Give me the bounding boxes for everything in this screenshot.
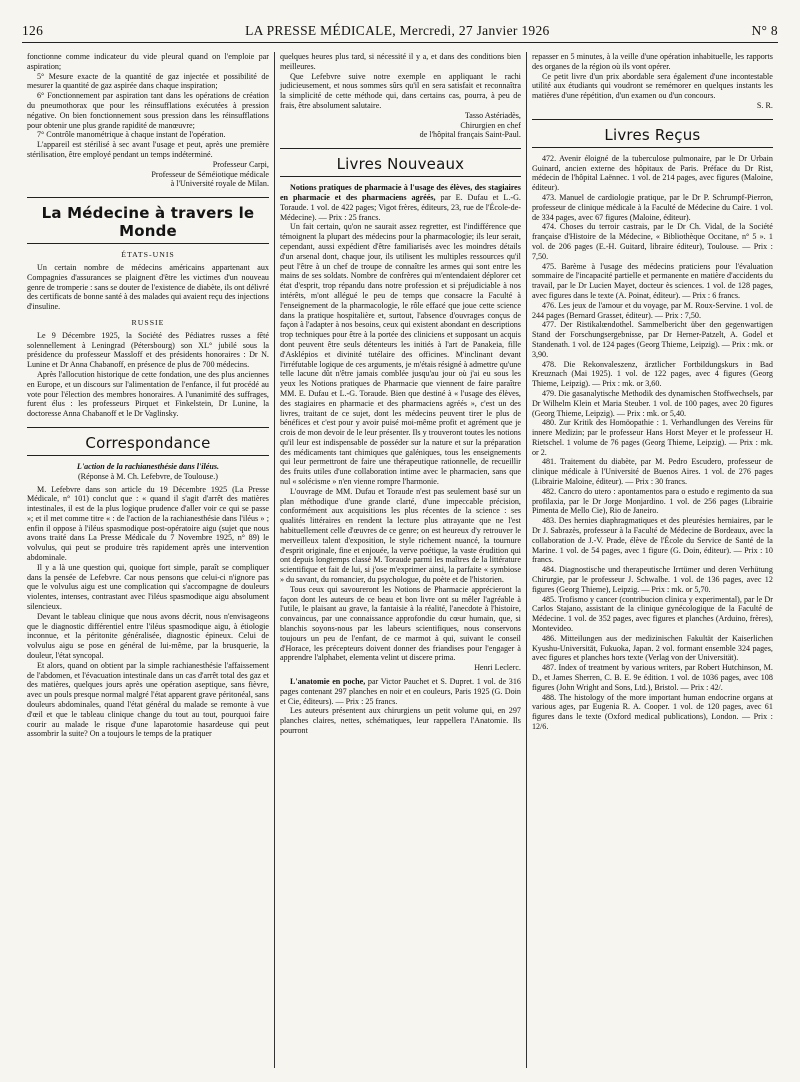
article-subtitle: (Réponse à M. Ch. Lefebvre, de Toulouse.) <box>77 471 218 481</box>
paragraph: Le 9 Décembre 1925, la Société des Pédiatres russes a fêté solennellement à Leningrad (Pétersbourg) son XL° jubilé sous la présidence du professeur Massloff et des présidents honoraires : Dr N. Lunine et Dr Anna Chabanoff, en présence de plus de 700 médecins. <box>27 330 269 370</box>
paragraph: Que Lefebvre suive notre exemple en appliquant le rachi judicieusement, et nous sommes sûrs qu'il en sera satisfait et reconnaîtra la simplicité de cette méthode qui, dans certains cas, pourra, à peu de frais, être absolument salutaire. <box>279 71 521 110</box>
signature-affiliation: de l'hôpital français Saint-Paul. <box>419 130 521 140</box>
section-divider <box>532 119 773 120</box>
section-divider <box>27 427 269 428</box>
book-review-heading <box>280 677 521 706</box>
paragraph: Un fait certain, qu'on ne saurait assez regretter, est l'indifférence que témoignent la plupart des médecins pour la pharmacologie; ils leur serait, cependant, aussi expédient d'être familiarisés avec les moindres détails d'un arsenal dont, chaque jour, ils utilisent les multiples ressources qu'il peut l'être à un chef de troupe de connaître les armes qui sont entre les mains de ses soldats. Nombre de confrères qui m'entendaient déplorer cet état d'esprit, trop répandu dans notre profession et si préjudiciable à nos intérêts, m'ont allégué le peu de temps que consacre la Faculté à l'enseignement de la pharmacologie, le rôle effacé que joue cette science dans la pratique hospitalière et, surtout, l'absence d'ouvrages conçus de façon à l'adapter à nos besoins, ceux qui existent abondant en descriptions trop techniques pour être à la portée des cliniciens et supposant un acquis dont peuvent être seuls détenteurs les initiés à l'art de Panakeia, fille d'Asklépios et divinité tutélaire des officines. M'inclinant devant l'irréfutable logique de ces arguments, je m'étais résigné à admettre qu'une telle lacune dût n'être jamais comblée jusqu'au jour où j'ai eu sous les yeux les Notions pratiques de Pharmacie que viennent de faire paraître MM. E. Dufau et L.-G. Toraude. Bien que destiné à « l'usage des élèves, des stagiaires en pharmacie et des pharmaciens agréés », c'est un des livres, traitant de ce sujet, dont les médecins peuvent tirer le plus de bénéfices et c'est pour y avoir puisé moi-même profit et agrément que je crois de mon devoir de le leur présenter. Ils y trouveront toutes les notions qu'il leur est indispensable de posséder sur la nature et sur la préparation des médicaments tant chimiques que galéniques, tous les enseignements qui leur permettront de faire une thérapeutique rationnelle, de recueillir des fruits utiles d'une collaboration intime avec le pharmacien, sans que nul « solécisme » n'en vienne rompre l'harmonie. <box>279 222 521 487</box>
section-underline <box>27 243 269 244</box>
page-number: 126 <box>22 23 44 38</box>
paragraph: Après l'allocution historique de cette fondation, une des plus anciennes en Europe, et un discours sur l'alimentation de l'enfance, il fut procédé au vote pour l'élection des membres honoraires. A l'unanimité des suffrages, furent élus : les professeurs Pirquet et Finkelstein, Dr Lunine, la doctoresse Anna Chabanoff et le Dr Vaglinsky. <box>27 369 269 419</box>
page-header <box>22 20 778 43</box>
list-item: 480. Zur Kritik des Homöopathie : 1. Verhandlungen des Vereins für innere Medizin; par le professeur Hans Horst Meyer et le professeur H. Rietschel. 1 volume de 76 pages (Georg Thieme, Leipzig). — Prix : mk. or 2. <box>531 418 773 457</box>
paragraph: 6° Fonctionnement par aspiration tant dans les opérations de création du pneumothorax que pour les réinsufflations exécutées à pression négative. On bien fonctionnement sous pression dans les réinsufflations pour obtenir une plus grande rapidité de manœuvre; <box>27 91 269 130</box>
column-1 <box>22 52 274 1068</box>
paragraph: Et alors, quand on obtient par la simple rachianesthésie l'affaissement de l'abdomen, et l'évacuation intestinale dans un cas d'arrêt total des gaz et des matières, quelques jours après une opération aseptique, sans fièvre, avec un pouls presque normal malgré l'état apparent grave péritonéal, sans douleurs abdominales, quand l'état général du malade se remonte à vue d'œil et que le tableau clinique change du tout au tout, pourquoi faire courir au malade le risque d'une laparotomie hasardeuse qui peut assombrir la suite? On a toujours le temps de la pratiquer <box>27 660 269 739</box>
country-heading: RUSSIE <box>131 317 165 327</box>
list-item: 474. Choses du terroir castrais, par le Dr Ch. Vidal, de la Société française d'Histoire de la Médecine, « Bibliothèque Occitane, n° 5 ». 1 vol. de 206 pages (E.-H. Guitard, libraire éditeur), Toulouse. — Prix : 7,50. <box>531 222 773 261</box>
paragraph: 5° Mesure exacte de la quantité de gaz injectée et possibilité de mesurer la quantité de gaz aspirée dans chaque inspiration; <box>27 71 269 91</box>
paragraph: quelques heures plus tard, si nécessité il y a, et dans des conditions bien meilleures. <box>279 52 521 71</box>
paragraph: Il y a là une question qui, quoique fort simple, paraît se compliquer dans la pensée de Lefebvre. Car nous pensons que celui-ci n'ignore pas que le volvulus aigu est une complication qui s'accompagne de douleurs violentes, intenses, contrastant avec l'iléus spasmodique aigu absolument silencieux. <box>27 562 269 612</box>
list-item: 477. Der Ristikalœndothel. Sammelbericht über den gegenwartigen Stand der Forschungsergebnisse, par Dr Herner-Patzelt, A. Godel et Standenath. 1 vol. de 124 pages (Georg Thieme, Leipzig). — Prix : mk. or 3,90. <box>531 320 773 359</box>
book-title: Notions pratiques de pharmacie à l'usage des élèves, des stagiaires en pharmacie et des pharmaciens agréés, <box>279 183 521 202</box>
list-item: 486. Mitteilungen aus der medizinischen Fakultät der Kaiserlichen Kyushu-Universität, Fukuoka, Japan. 2 vol. formant ensemble 324 pages, avec figures et planches hors texte (Verlag von der Universität). <box>531 633 773 663</box>
paragraph: fonctionne comme indicateur du vide pleural quand on l'emploie par aspiration; <box>27 52 269 71</box>
article-title: L'action de la rachianesthésie dans l'iléus. <box>76 461 220 471</box>
book-review-heading <box>280 183 521 222</box>
section-underline <box>280 176 521 177</box>
paragraph: 7° Contrôle manométrique à chaque instant de l'opération. <box>37 130 226 140</box>
paragraph: Ce petit livre d'un prix abordable sera également d'une incontestable utilité aux étudiants qui voudront se remémorer en quelques instants les matières d'une répétition, d'un examen ou d'un concours. <box>531 71 773 101</box>
country-heading: ÉTATS-UNIS <box>121 250 175 260</box>
issue-number: N° 8 <box>751 23 778 38</box>
reviewer-signature: Henri Leclerc. <box>474 663 521 673</box>
list-item: 484. Diagnostische und therapeutische Irrtümer und deren Verhütung Chirurgie, par le professeur J. Schwalbe. 1 vol. de 136 pages, avec 12 figures (Georg Thieme), Leipzig. — Prix : mk. or 5,70. <box>531 565 773 594</box>
section-title-correspondance: Correspondance <box>85 433 211 452</box>
received-books-list <box>532 154 773 732</box>
list-item: 478. Die Rekonvaleszenz, ärztlicher Fortbildungskurs in Bad Kreuznach (Mai 1925). 1 vol. de 122 pages, avec 4 figures (Georg Thieme, Leipzig). — Prix : mk. or 3,60. <box>531 359 773 389</box>
list-item: 472. Avenir éloigné de la tuberculose pulmonaire, par le Dr Urbain Guinard, ancien externe des hôpitaux de Paris. Préface du Dr Rist, médecin de l'hôpital Laënnec. 1 vol. de 214 pages, avec figures (Maloine, éditeur). <box>531 153 773 193</box>
paragraph: repasser en 5 minutes, à la veille d'une opération inhabituelle, les rapports des organes de la région où ils vont opérer. <box>531 52 773 71</box>
section-underline <box>532 147 773 148</box>
signature-initials: S. R. <box>756 100 773 110</box>
book-details: par Victor Pauchet et S. Dupret. 1 vol. de 316 pages contenant 297 planches en noir et en couleurs, Paris 1925 (G. Doin et Cie, éditeurs). — Prix : 25 francs. <box>279 677 521 706</box>
list-item: 487. Index of treatment by various writers, par Robert Hutchinson, M. D., et James Sherren, C. B. E. 9e édition. 1 vol. de 1036 pages, avec 108 figures (John Wright and Sons, Ltd.), Bristol. — Prix : 42/. <box>531 663 773 692</box>
section-underline <box>27 455 269 456</box>
paragraph: Tous ceux qui savoureront les Notions de Pharmacie apprécieront la façon dont les auteurs de ce beau et bon livre ont su mêler l'agréable à l'utile, le plaisant au grave, la fantaisie à la réalité, l'anecdote à l'histoire, convaincus, par une connaissance approfondie du cœur humain, que, si blanchis soyons-nous par les labeurs scientifiques, nous conservons toujours un peu de l'enfant, de ce marmot à qui, suivant le conseil d'Horace, les précepteurs doivent donner des friandises pour l'engager à apprendre l'alphabet, elementa velint ut discere prima. <box>279 584 521 663</box>
signature-title: Professeur de Séméiotique médicale <box>151 169 269 179</box>
list-item: 476. Les jeux de l'amour et du voyage, par M. Roux-Servine. 1 vol. de 244 pages (Bernard Grasset, éditeur). — Prix : 7,50. <box>531 300 773 320</box>
journal-title: LA PRESSE MÉDICALE, Mercredi, 27 Janvier 1926 <box>245 23 550 38</box>
list-item: 488. The histology of the more important human endocrine organs at various ages, par Eugenia R. A. Cooper. 1 vol. de 120 pages, avec 61 figures dans le texte (Oxford medical publications), London. — Prix : 12/6. <box>531 692 773 731</box>
column-2 <box>274 52 526 1068</box>
paragraph: L'ouvrage de MM. Dufau et Toraude n'est pas seulement basé sur un plan méthodique d'une grande clarté, d'une impeccable précision, conformément aux acquisitions les plus récentes de la science : ses qualités littéraires en rendent la lecture plus attrayante que ne l'est habituellement celle d'œuvres de ce genre; on est heureux d'y retrouver le merveilleux talent d'exposition, le style richement nuancé, la tournure d'esprit originale, fine et enjouée, la verve poétique, la vaste érudition qui ont depuis longtemps classé M. Toraude parmi les maîtres de la littérature scientifique et fait de lui, si j'ose m'exprimer ainsi, la parfaite « symbiose » du savant, du romancier, du psychologue, du poète et de l'historien. <box>279 486 521 585</box>
list-item: 482. Cancro do utero : apontamentos para o estudo e regimento da sua profilaxia, par le Dr Jorge Monjardino. 1 vol. de 256 pages (Librairie Pimenta de Mello Cie), Rio de Janeiro. <box>531 486 773 516</box>
list-item: 481. Traitement du diabète, par M. Pedro Escudero, professeur de clinique médicale à l'Université de Buenos Aires. 1 vol. de 276 pages (Librairie Maloine, éditeur). — Prix : 30 francs. <box>531 457 773 487</box>
book-title: L'anatomie en poche, <box>289 677 366 687</box>
columns <box>22 52 778 1068</box>
section-title-livres-nouveaux: Livres Nouveaux <box>336 155 465 174</box>
paragraph: M. Lefebvre dans son article du 19 Décembre 1925 (La Presse Médicale, n° 101) conclut que : « quand il s'agit d'arrêt des matières intestinales, il est de la plus logique prudence d'aller voir ce qui se passe »; et il met comme titre « : de l'action de la rachianesthésie dans l'iléus » ; enfin il oppose à l'iléus spasmodique post-opératoire aigu (sujet que nous avons traité dans La Presse Médicale du 7 Novembre 1925, n° 89) le volvulus, qui peut se produire très rapidement après une intervention abdominale. <box>27 484 269 563</box>
signature-name: Tasso Astériadès, <box>464 110 521 120</box>
list-item: 483. Des hernies diaphragmatiques et des pleurésies herniaires, par le Dr J. Sabrazès, professeur à la Faculté de Médecine de Bordeaux, avec la collaboration de J.-V. Prade, élève de l'École du Service de Santé de la Marine. 1 vol. de 54 pages, avec 1 figure (G. Doin, éditeur). — Prix : 10 francs. <box>531 516 773 565</box>
paragraph: Devant le tableau clinique que nous avons décrit, nous n'envisageons que le diagnostic différentiel entre l'iléus spasmodique aigu, à étiologie inconnue, et la péritonite généralisée, diagnostic épineux. Celui de volvulus aigu se pose en général de lui-même, par la brusquerie, la douleur, l'état syncopal. <box>27 611 269 661</box>
book-details: par E. Dufau et L.-G. Toraude. 1 vol. de 422 pages; Vigot frères, éditeurs, 23, rue de l'École-de-Médecine). — Prix : 25 francs. <box>279 192 521 222</box>
list-item: 479. Die gasanalytische Methodik des dynamischen Stoffwechsels, par Dr Wilhelm Klein et Maria Steuber. 1 vol. de 100 pages, avec 20 figures (Georg Thieme, Leipzig). — Prix : mk. or 5,40. <box>531 388 773 418</box>
signature-title: Chirurgien en chef <box>460 120 521 130</box>
list-item: 473. Manuel de cardiologie pratique, par le Dr P. Schrumpf-Pierron, professeur de clinique médicale à la Faculté de Médecine du Caire. 1 vol. de 334 pages, avec 67 figures (Maloine, éditeur). <box>531 192 773 222</box>
section-divider <box>280 148 521 149</box>
column-3 <box>526 52 778 1068</box>
signature-name: Professeur Carpi, <box>212 159 269 169</box>
paragraph: Un certain nombre de médecins américains appartenant aux Compagnies d'assurances se plaignent d'être les victimes d'un nouveau genre de tromperie : sans se douter de l'existence de diabète, ils ont délivré des certificats de bonne santé à des malades qui avaient reçu des injections d'insuline. <box>27 262 269 312</box>
paragraph: Les auteurs présentent aux chirurgiens un petit volume qui, en 297 planches claires, nettes, schématiques, leur rappellera l'Anatomie. Ils pourront <box>279 706 521 735</box>
paragraph: L'appareil est stérilisé à sec avant l'usage et peut, après une première stérilisation, être employé pendant un temps indéterminé. <box>27 140 269 159</box>
section-divider <box>27 197 269 198</box>
section-title-medecine: La Médecine à travers le Monde <box>41 204 255 241</box>
section-title-livres-recus: Livres Reçus <box>604 125 701 144</box>
signature-affiliation: à l'Université royale de Milan. <box>170 179 269 189</box>
list-item: 475. Barème à l'usage des médecins praticiens pour l'évaluation sommaire de l'incapacité partielle et permanente en matière d'accidents du travail, par le Dr Lucien Mayet, docteur ès sciences. 1 vol. de 128 pages, avec figures dans le texte (A. Poinat, éditeur). — Prix : 6 francs. <box>531 261 773 300</box>
list-item: 485. Trofismo y cancer (contribucion clinica y experimental), par le Dr Carlos Stajano, assistant de la clinique gynécologique de la Faculté de Médecine. 1 vol. de 352 pages, avec figures et planches (Arduino, frères), Montevideo. <box>531 594 773 634</box>
